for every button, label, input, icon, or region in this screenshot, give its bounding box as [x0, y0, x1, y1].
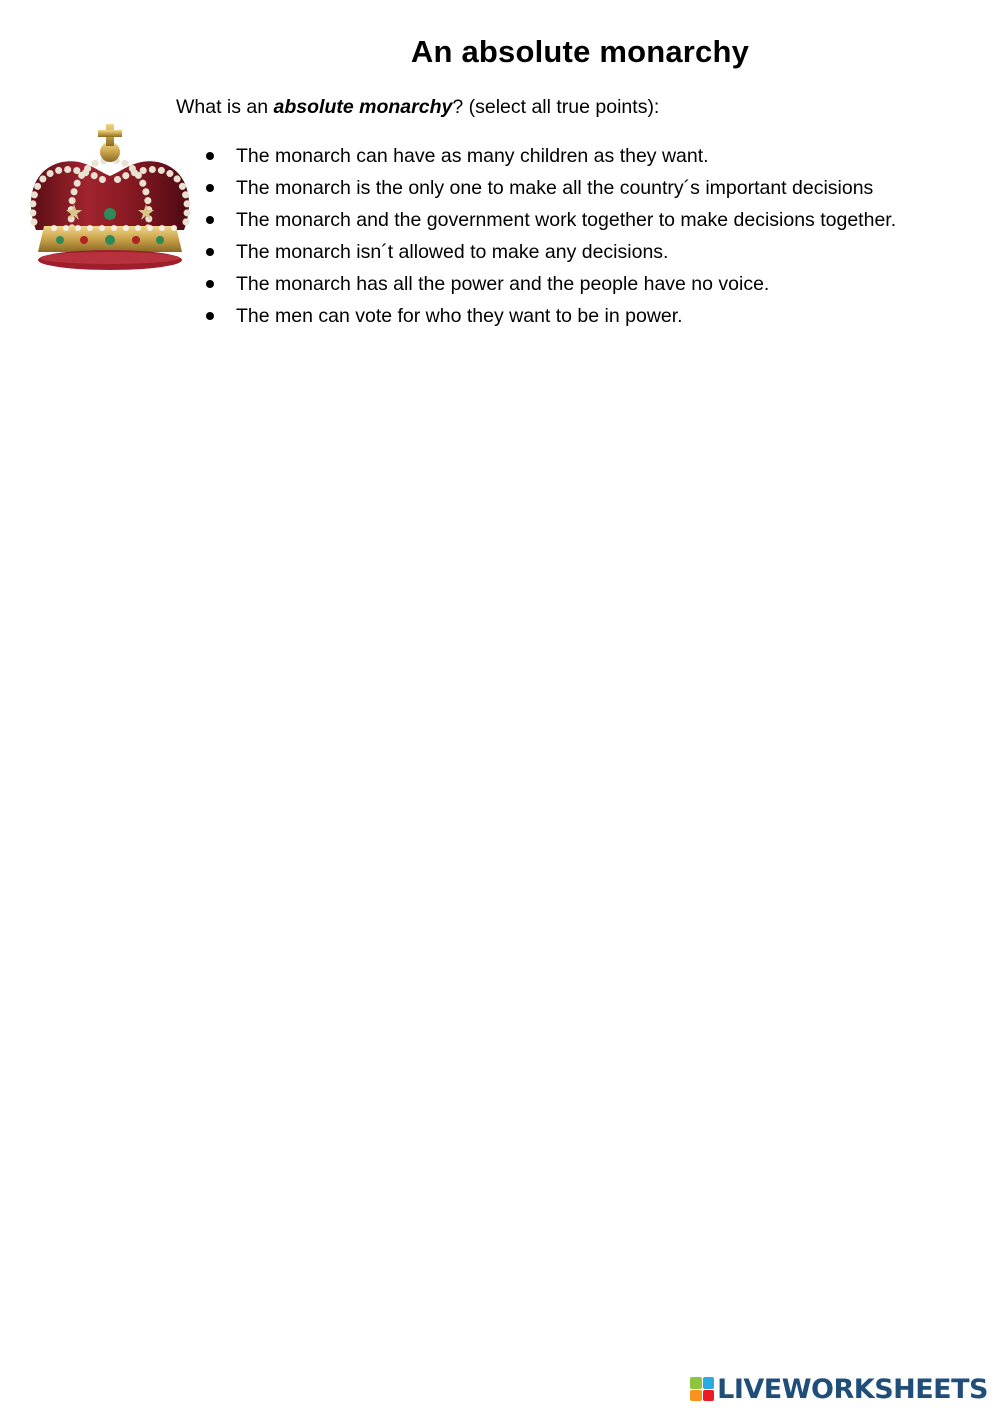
bullet-icon: [206, 152, 214, 160]
question-text: [176, 96, 659, 119]
option-item[interactable]: [202, 140, 896, 172]
option-item[interactable]: [202, 204, 896, 236]
page-title: An absolute monarchy: [410, 34, 750, 69]
bullet-icon: [206, 312, 214, 320]
crown-icon: [14, 118, 206, 276]
liveworksheets-logo: [690, 1374, 988, 1404]
option-text: The monarch has all the power and the people have no voice.: [236, 273, 770, 295]
bullet-icon: [206, 280, 214, 288]
liveworksheets-logo-icon: [690, 1377, 714, 1401]
option-text: The monarch is the only one to make all the country´s important decisions: [236, 177, 874, 199]
bullet-icon: [206, 184, 214, 192]
option-text: The monarch and the government work together to make decisions together.: [236, 209, 897, 231]
question-prefix: What is an: [176, 96, 274, 118]
question-term: absolute monarchy: [273, 96, 453, 118]
option-item[interactable]: [202, 300, 896, 332]
option-item[interactable]: [202, 268, 896, 300]
option-item[interactable]: [202, 172, 896, 204]
option-item[interactable]: [202, 236, 896, 268]
bullet-icon: [206, 216, 214, 224]
option-text: The men can vote for who they want to be in power.: [236, 305, 683, 327]
options-list: [202, 140, 896, 332]
question-suffix: ? (select all true points):: [452, 96, 660, 118]
bullet-icon: [206, 248, 214, 256]
logo-text: LIVEWORKSHEETS: [717, 1373, 988, 1405]
option-text: The monarch isn´t allowed to make any decisions.: [236, 241, 669, 263]
option-text: The monarch can have as many children as they want.: [236, 145, 709, 167]
